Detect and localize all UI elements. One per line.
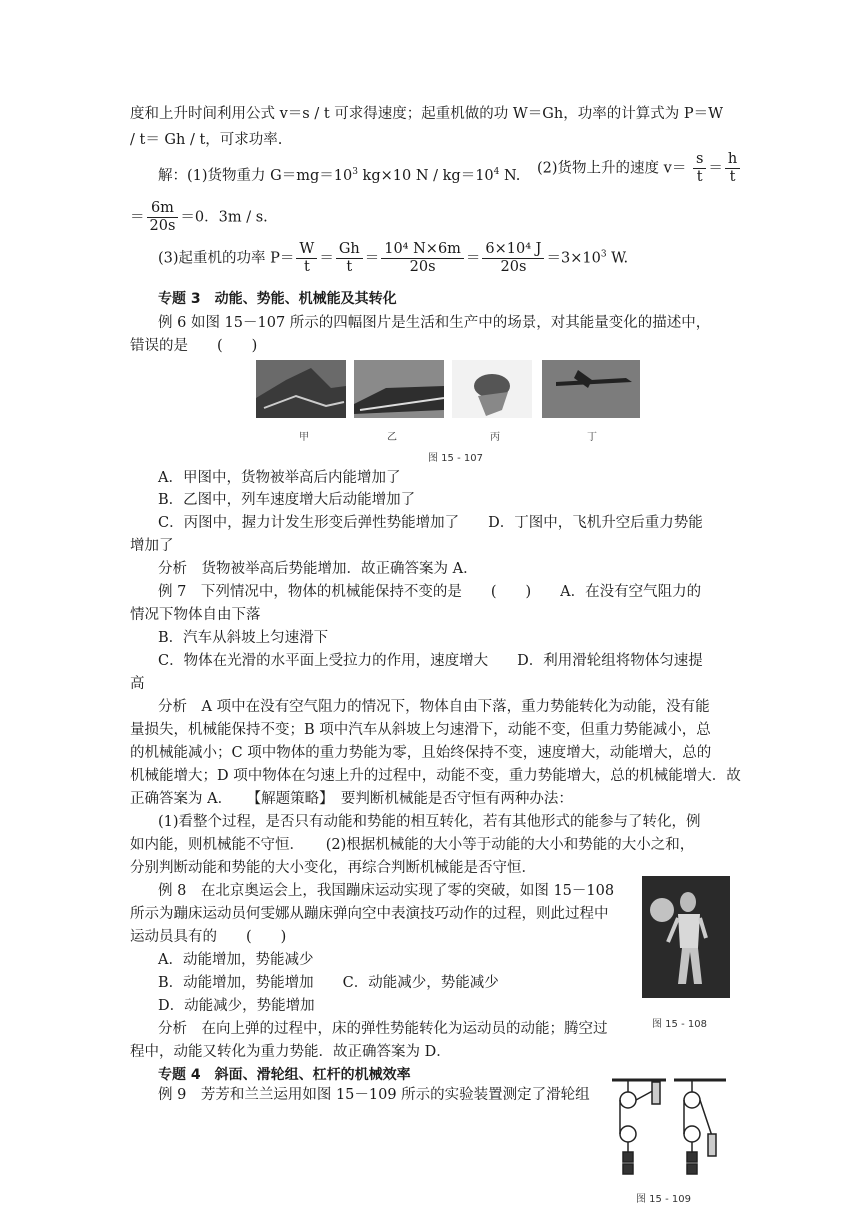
fraction: $\frac{\text{10⁴ N×6m}}{20s}$ xyxy=(381,241,464,276)
text-line: 例 7 下列情况中，物体的机械能保持不变的是 ( ) A．在没有空气阻力的 xyxy=(158,584,702,600)
fraction: $\frac{h}{t}$ xyxy=(725,151,740,186)
analysis: 机械能增大；D 项中物体在匀速上升的过程中，动能不变，重力势能增大，总的机械能增大．故 xyxy=(130,768,741,784)
option: D．动能减少，势能增加 xyxy=(158,998,315,1014)
solution-line-3: (3)起重机的功率 P＝ $\frac{W}{t}$ ＝ $\frac{Gh}{t}$ ＝ $\frac{\text{10⁴ N×6m}}{20s}$ ＝ $\frac{\text{6×10⁴ J}}{20s}$ $=3\times 10^3$ W. xyxy=(158,241,629,275)
text-line: 错误的是 ( ) xyxy=(130,338,258,354)
text-line: 情况下物体自由下落 xyxy=(130,607,261,623)
figure-label: 丁 xyxy=(587,432,597,443)
text-line: 例 8 在北京奥运会上，我国蹦床运动实现了零的突破，如图 15－108 xyxy=(158,883,615,899)
text-line: 运动员具有的 ( ) xyxy=(130,929,287,945)
fraction: $\frac{s}{t}$ xyxy=(693,151,706,186)
analysis: 分析 A 项中在没有空气阻力的情况下，物体自由下落，重力势能转化为动能，没有能 xyxy=(158,699,710,715)
option: B．汽车从斜坡上匀速滑下 xyxy=(158,630,329,646)
fraction: $\frac{W}{t}$ xyxy=(296,241,317,276)
figure-caption: 图 15 - 107 xyxy=(428,453,483,464)
text-line: 度和上升时间利用公式 v＝s / t 可求得速度；起重机做的功 W＝Gh，功率的计算式为 P＝W xyxy=(130,106,723,122)
fraction: $\frac{Gh}{t}$ xyxy=(336,241,363,276)
text-line: / t＝ Gh / t，可求功率. xyxy=(130,132,283,148)
option: A．动能增加，势能减少 xyxy=(158,952,314,968)
strategy: (1)看整个过程，是否只有动能和势能的相互转化，若有其他形式的能参与了转化，例 xyxy=(158,814,701,830)
fraction: $\frac{\text{6×10⁴ J}}{20s}$ xyxy=(482,241,544,276)
solution-line-2: ＝ $\frac{6m}{20s}$ ＝0．3m / s. xyxy=(130,200,268,234)
figure-caption: 图 15 - 109 xyxy=(636,1194,691,1205)
option: 高 xyxy=(130,676,145,692)
analysis: 分析 货物被举高后势能增加．故正确答案为 A． xyxy=(158,561,478,577)
text-line: 例 9 芳芳和兰兰运用如图 15－109 所示的实验装置测定了滑轮组 xyxy=(158,1087,590,1103)
figure-caption: 图 15 - 108 xyxy=(652,1019,707,1030)
analysis: 正确答案为 A． 【解题策略】 要判断机械能是否守恒有两种办法： xyxy=(130,791,573,807)
fraction: $\frac{6m}{20s}$ xyxy=(147,200,179,235)
option: B．乙图中，列车速度增大后动能增加了 xyxy=(158,492,416,508)
figure-label: 甲 xyxy=(299,432,309,443)
option: B．动能增加，势能增加 C．动能减少，势能减少 xyxy=(158,975,499,991)
option: 增加了 xyxy=(130,538,174,554)
figure-label: 丙 xyxy=(490,432,500,443)
section-title: 专题 3 动能、势能、机械能及其转化 xyxy=(158,291,397,307)
analysis: 的机械能减小；C 项中物体的重力势能为零，且始终保持不变，速度增大，动能增大，总的 xyxy=(130,745,712,761)
option: C．丙图中，握力计发生形变后弹性势能增加了 D．丁图中，飞机升空后重力势能 xyxy=(158,515,703,531)
figure-15-109 xyxy=(608,1076,728,1184)
analysis: 量损失，机械能保持不变；B 项中汽车从斜坡上匀速滑下，动能不变，但重力势能减小，总 xyxy=(130,722,711,738)
solution-line-1: 解：(1)货物重力 $G=mg=10^3$ kg×10 $N / kg=10^4$ N. xyxy=(158,167,521,184)
strategy: 如内能，则机械能不守恒． (2)根据机械能的大小等于动能的大小和势能的大小之和， xyxy=(130,837,695,853)
figure-15-107 xyxy=(256,358,640,420)
figure-15-108 xyxy=(642,876,730,998)
strategy: 分别判断动能和势能的大小变化，再综合判断机械能是否守恒． xyxy=(130,860,536,876)
option: C．物体在光滑的水平面上受拉力的作用，速度增大 D．利用滑轮组将物体匀速提 xyxy=(158,653,703,669)
text-line: 所示为蹦床运动员何雯娜从蹦床弹向空中表演技巧动作的过程，则此过程中 xyxy=(130,906,609,922)
figure-label: 乙 xyxy=(387,432,397,443)
section-title: 专题 4 斜面、滑轮组、杠杆的机械效率 xyxy=(158,1067,411,1083)
analysis: 分析 在向上弹的过程中，床的弹性势能转化为运动员的动能；腾空过 xyxy=(158,1021,608,1037)
photo-ding xyxy=(542,360,640,418)
option: A．甲图中，货物被举高后内能增加了 xyxy=(158,470,401,486)
text-line: 例 6 如图 15－107 所示的四幅图片是生活和生产中的场景，对其能量变化的描述中， xyxy=(158,315,711,331)
solution-line-1b: (2)货物上升的速度 v＝ $\frac{s}{t}$ ＝ $\frac{h}{t}$ xyxy=(537,151,742,186)
analysis: 程中，动能又转化为重力势能．故正确答案为 D． xyxy=(130,1044,451,1060)
